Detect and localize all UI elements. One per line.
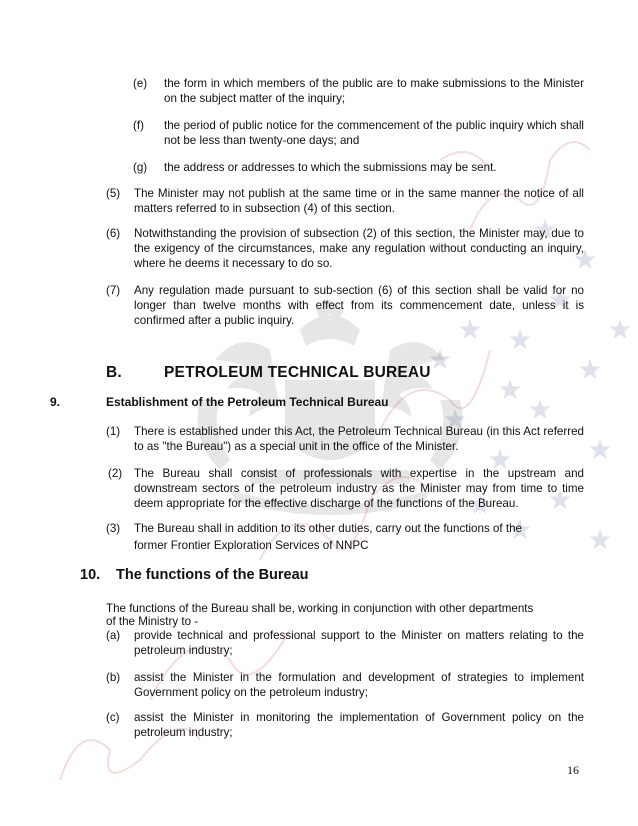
clause-marker-6: (6) — [106, 227, 121, 240]
s10-intro-line2: of the Ministry to - — [106, 615, 199, 628]
watermark-star-icon — [510, 329, 531, 349]
watermark-star-icon — [500, 379, 521, 399]
clause-6: Notwithstanding the provision of subsection (2) of this section, the Minister may, due to the exigency of the circumstances, make any regulation without conducting an inquiry, where he deems it necessary to do so. — [134, 227, 584, 270]
list-marker-e: (e) — [133, 77, 148, 90]
s10-item-b: assist the Minister in the formulation and development of strategies to implement Government policy on the petroleum industry; — [134, 671, 584, 699]
section-10-number: 10. — [80, 567, 101, 583]
s9-subsection-3-line1: The Bureau shall in addition to its other duties, carry out the functions of the — [134, 522, 522, 535]
clause-marker-7: (7) — [106, 284, 121, 297]
watermark-star-icon — [580, 359, 601, 379]
clause-marker-5: (5) — [106, 187, 121, 200]
list-item-e: the form in which members of the public are to make submissions to the Minister on the subject matter of the inquiry; — [164, 77, 584, 105]
section-10-title: The functions of the Bureau — [116, 567, 309, 583]
list-marker-f: (f) — [133, 119, 144, 132]
list-marker-g: (g) — [133, 161, 148, 174]
part-letter: B. — [106, 364, 122, 381]
clause-5: The Minister may not publish at the same time or in the same manner the notice of all matters referred to in subsection (4) of this section. — [134, 187, 584, 215]
section-9-number: 9. — [50, 395, 61, 409]
list-item-f: the period of public notice for the commencement of the public inquiry which shall not be less than twenty-one days; and — [164, 119, 584, 147]
section-9-title: Establishment of the Petroleum Technical Bureau — [106, 395, 389, 409]
s9-marker-2: (2) — [108, 467, 123, 480]
clause-7: Any regulation made pursuant to sub-section (6) of this section shall be valid for no longer than twelve months with effect from its commencement date, unless it is confirmed after a public inquiry. — [134, 284, 584, 327]
watermark-star-icon — [430, 349, 451, 369]
list-item-g: the address or addresses to which the submissions may be sent. — [164, 161, 497, 174]
s10-intro-line1: The functions of the Bureau shall be, working in conjunction with other departments — [106, 602, 534, 615]
watermark-star-icon — [530, 399, 551, 419]
s9-subsection-3-line2: former Frontier Exploration Services of NNPC — [134, 539, 369, 552]
s10-marker-a: (a) — [106, 629, 121, 642]
page-number: 16 — [567, 763, 579, 777]
watermark-star-icon — [590, 529, 611, 549]
part-title: PETROLEUM TECHNICAL BUREAU — [164, 364, 431, 381]
s10-item-c: assist the Minister in monitoring the implementation of Government policy on the petroleum industry; — [134, 711, 584, 739]
watermark-star-icon — [610, 319, 631, 339]
s9-marker-1: (1) — [106, 425, 121, 438]
s9-marker-3: (3) — [106, 522, 121, 535]
s10-item-a: provide technical and professional support to the Minister on matters relating to the petroleum industry; — [134, 629, 584, 657]
watermark-star-icon — [590, 439, 611, 459]
s9-subsection-1: There is established under this Act, the Petroleum Technical Bureau (in this Act referred to as "the Bureau") as a special unit in the office of the Minister. — [134, 425, 584, 453]
s10-marker-b: (b) — [106, 671, 121, 684]
s9-subsection-2: The Bureau shall consist of professionals with expertise in the upstream and downstream sectors of the petroleum industry as the Minister may from time to time deem appropriate for the effective discharge of the functions of the Bureau. — [134, 467, 584, 510]
s10-marker-c: (c) — [106, 711, 120, 724]
